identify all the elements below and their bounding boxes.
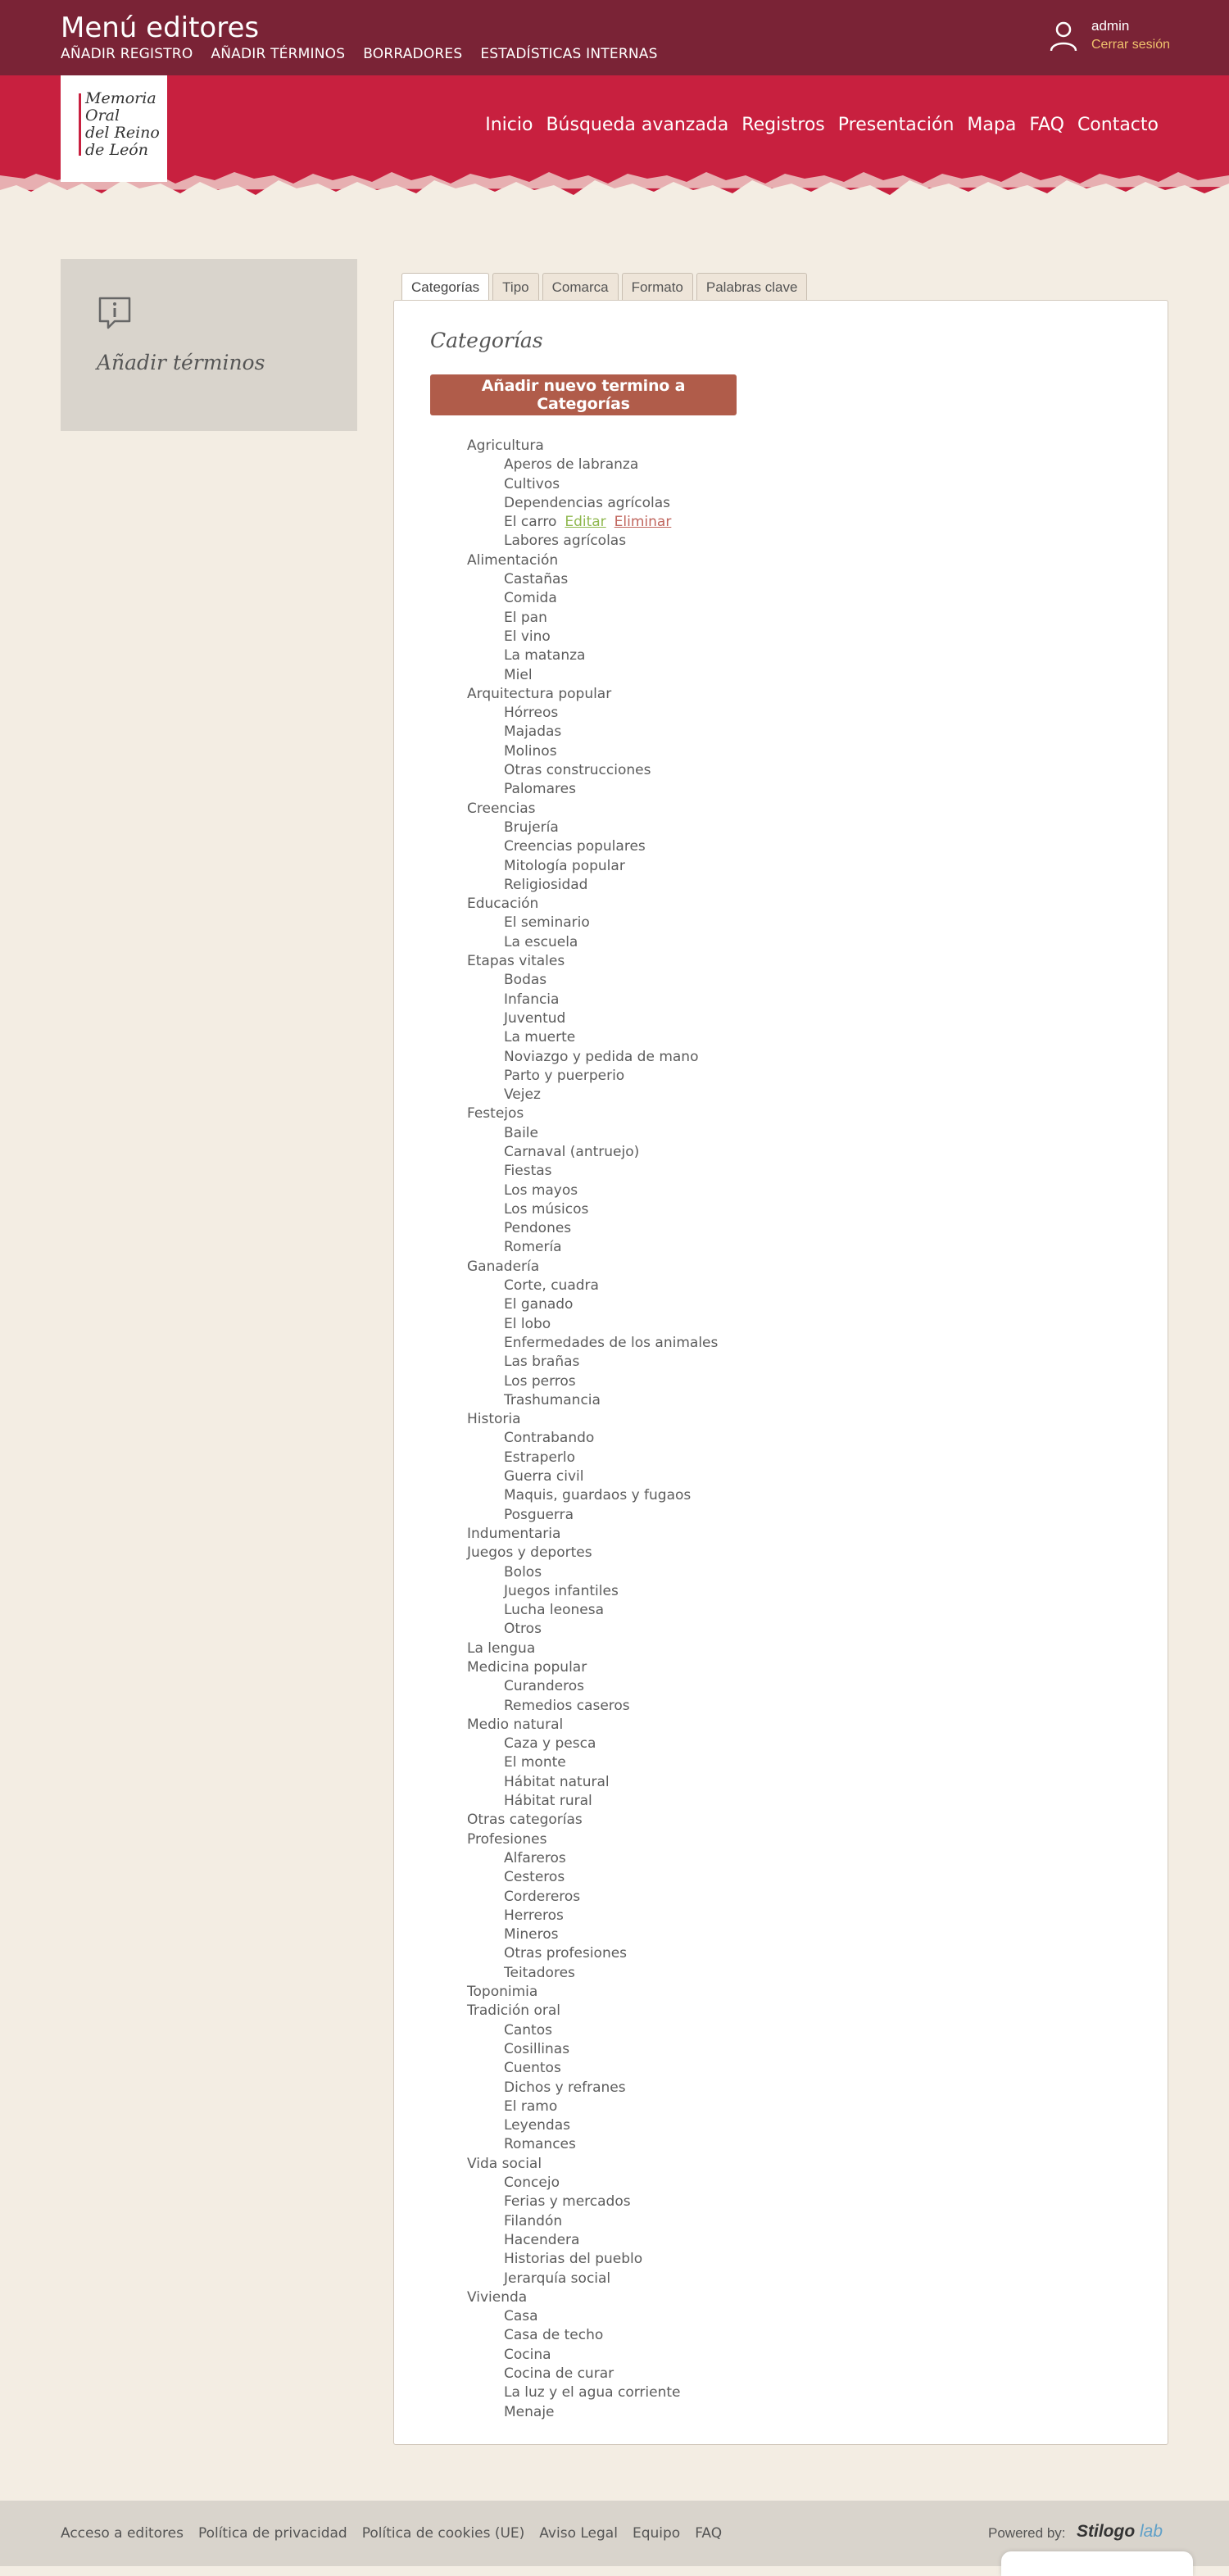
subcategory-label: Guerra civil: [504, 1468, 584, 1485]
subcategory-item[interactable]: [467, 1563, 718, 1582]
subcategory-label: Posguerra: [504, 1506, 574, 1523]
subcategory-label: Cocina de curar: [504, 2365, 614, 2382]
subcategory-label: Hacendera: [504, 2231, 580, 2248]
subcategory-label: Cuentos: [504, 2060, 561, 2077]
subcategory-item[interactable]: [467, 2040, 718, 2059]
subcategory-label: Caza y pesca: [504, 1735, 596, 1753]
category-item[interactable]: Tradición oral: [467, 2002, 560, 2020]
subcategory-item[interactable]: [467, 1449, 718, 1467]
subcategory-label: Los perros: [504, 1372, 576, 1390]
subcategory-item[interactable]: [467, 1315, 718, 1334]
subcategory-item[interactable]: [467, 723, 718, 742]
subcategory-item[interactable]: [467, 1735, 718, 1753]
category-item[interactable]: Ganadería: [467, 1258, 540, 1275]
category-item[interactable]: Profesiones: [467, 1830, 547, 1848]
subcategory-label: Carnaval (antruejo): [504, 1143, 640, 1160]
subcategory-label: Molinos: [504, 742, 557, 760]
subcategory-item[interactable]: [467, 1506, 718, 1525]
nav-inicio[interactable]: Inicio: [485, 115, 533, 135]
subcategory-label: Brujería: [504, 819, 559, 836]
subcategory-item[interactable]: [467, 646, 718, 665]
subcategory-label: Otras construcciones: [504, 762, 651, 779]
subcategory-item[interactable]: [467, 1925, 718, 1944]
subcategory-label: Bolos: [504, 1563, 542, 1581]
chat-widget-tab[interactable]: [1001, 2551, 1193, 2576]
subcategory-item[interactable]: [467, 1964, 718, 1983]
category-item[interactable]: Vivienda: [467, 2288, 528, 2306]
footer-link-team[interactable]: Equipo: [632, 2525, 681, 2542]
subcategory-label: Casa: [504, 2308, 538, 2325]
subcategory-item[interactable]: [467, 1009, 718, 1028]
subcategory-item[interactable]: [467, 2365, 718, 2383]
subcategory-item[interactable]: [467, 1582, 718, 1601]
subcategory-item[interactable]: [467, 1124, 718, 1143]
logo-accent-bar: [79, 93, 81, 156]
subcategory-label: Los mayos: [504, 1181, 578, 1199]
terms-panel: [393, 300, 1168, 2445]
category-item[interactable]: La lengua: [467, 1639, 536, 1657]
footer-link-privacy[interactable]: Política de privacidad: [197, 2525, 347, 2542]
subcategory-label: Dependencias agrícolas: [504, 494, 671, 511]
subcategory-item[interactable]: [467, 2326, 718, 2345]
subcategory-item[interactable]: [467, 1238, 718, 1257]
admin-link-add-terms[interactable]: AÑADIR TÉRMINOS: [211, 46, 346, 62]
category-item[interactable]: Etapas vitales: [467, 953, 565, 970]
subcategory-item[interactable]: [467, 2307, 718, 2326]
subcategory-label: Casa de techo: [504, 2327, 604, 2344]
subcategory-label: Juegos infantiles: [504, 1582, 619, 1599]
footer-link-legal[interactable]: Aviso Legal: [539, 2525, 618, 2542]
subcategory-label: Remedios caseros: [504, 1697, 630, 1714]
subcategory-item[interactable]: [467, 1620, 718, 1639]
subcategory-label: Los músicos: [504, 1200, 589, 1218]
subcategory-label: Fiestas: [504, 1163, 552, 1180]
subcategory-label: El pan: [504, 609, 547, 626]
subcategory-label: Cocina: [504, 2346, 551, 2363]
subcategory-item[interactable]: [467, 2193, 718, 2211]
category-item[interactable]: Educación: [467, 896, 539, 913]
subcategory-label: Filandón: [504, 2212, 563, 2229]
subcategory-item[interactable]: [467, 991, 718, 1009]
subcategory-label: Enfermedades de los animales: [504, 1334, 719, 1351]
subcategory-item[interactable]: [467, 2403, 718, 2422]
subcategory-item[interactable]: [467, 704, 718, 723]
tab-categorias[interactable]: Categorías: [401, 273, 489, 303]
brand-main: Stilogo: [1077, 2522, 1136, 2541]
info-icon: [97, 295, 133, 331]
subcategory-item[interactable]: [467, 1677, 718, 1696]
tab-palabras-clave[interactable]: Palabras clave: [696, 273, 808, 302]
subcategory-label: Romances: [504, 2136, 576, 2153]
subcategory-label: Otros: [504, 1621, 542, 1638]
subcategory-item[interactable]: [467, 2098, 718, 2116]
subcategory-label: Cosillinas: [504, 2040, 570, 2057]
category-item[interactable]: Creencias: [467, 800, 536, 817]
subcategory-label: Palomares: [504, 781, 576, 798]
nav-presentacion[interactable]: Presentación: [837, 115, 955, 135]
subcategory-item[interactable]: [467, 513, 718, 532]
subcategory-item[interactable]: [467, 1697, 718, 1716]
main-nav: [485, 115, 1159, 135]
subcategory-item[interactable]: [467, 1429, 718, 1448]
category-item[interactable]: Festejos: [467, 1105, 524, 1122]
subcategory-label: El lobo: [504, 1315, 551, 1332]
subcategory-label: Otras profesiones: [504, 1945, 628, 1962]
subcategory-label: Menaje: [504, 2403, 555, 2420]
subcategory-label: Las brañas: [504, 1354, 580, 1371]
subcategory-label: Cultivos: [504, 475, 560, 492]
category-item[interactable]: Otras categorías: [467, 1812, 583, 1829]
subcategory-label: Jerarquía social: [504, 2270, 611, 2287]
subcategory-item[interactable]: [467, 1219, 718, 1238]
subcategory-label: Hábitat rural: [504, 1793, 592, 1810]
subcategory-item[interactable]: [467, 456, 718, 474]
subcategory-label: Romería: [504, 1239, 562, 1256]
logo-line: de León: [85, 141, 148, 159]
subcategory-label: El vino: [504, 628, 551, 645]
subcategory-item[interactable]: [467, 837, 718, 856]
admin-menu-title: Menú editores: [61, 11, 260, 44]
panel-title: Categorías: [430, 329, 543, 352]
subcategory-label: Mineros: [504, 1926, 559, 1943]
admin-link-stats[interactable]: ESTADÍSTICAS INTERNAS: [480, 46, 658, 62]
subcategory-label: Majadas: [504, 723, 562, 741]
subcategory-item[interactable]: [467, 609, 718, 628]
subcategory-item[interactable]: [467, 1353, 718, 1372]
subcategory-item[interactable]: [467, 570, 718, 589]
subcategory-label: Leyendas: [504, 2117, 570, 2134]
subcategory-item[interactable]: [467, 742, 718, 761]
subcategory-item[interactable]: [467, 1162, 718, 1181]
subcategory-label: El seminario: [504, 914, 590, 932]
user-box: [1049, 16, 1213, 57]
logo-line: Memoria: [85, 89, 156, 107]
subcategory-item[interactable]: [467, 2346, 718, 2365]
subcategory-label: Concejo: [504, 2175, 560, 2192]
category-item[interactable]: Agricultura: [467, 438, 544, 454]
edit-term-link[interactable]: Editar: [565, 514, 606, 531]
subcategory-label: Hórreos: [504, 705, 559, 722]
subcategory-item[interactable]: [467, 1944, 718, 1963]
category-item[interactable]: Indumentaria: [467, 1525, 561, 1542]
subcategory-item[interactable]: [467, 1868, 718, 1887]
tab-tipo[interactable]: Tipo: [492, 273, 538, 302]
category-item[interactable]: Arquitectura popular: [467, 685, 612, 702]
powered-by-label: Powered by:: [988, 2525, 1066, 2541]
subcategory-item[interactable]: [467, 1048, 718, 1067]
subcategory-item[interactable]: [467, 971, 718, 990]
subcategory-label: Aperos de labranza: [504, 456, 639, 474]
nav-faq[interactable]: FAQ: [1029, 115, 1064, 135]
subcategory-item[interactable]: [467, 1334, 718, 1353]
tab-comarca[interactable]: Comarca: [542, 273, 619, 302]
tab-formato[interactable]: Formato: [622, 273, 693, 302]
subcategory-label: Baile: [504, 1124, 538, 1141]
subcategory-label: El ramo: [504, 2098, 558, 2115]
subcategory-label: Juventud: [504, 1009, 566, 1027]
subcategory-item[interactable]: [467, 2116, 718, 2135]
nav-registros[interactable]: Registros: [741, 115, 825, 135]
subcategory-label: Historias del pueblo: [504, 2251, 643, 2268]
subcategory-item[interactable]: [467, 2059, 718, 2078]
nav-busqueda-avanzada[interactable]: Búsqueda avanzada: [546, 115, 729, 135]
subcategory-item[interactable]: [467, 1486, 718, 1505]
subcategory-item[interactable]: [467, 2021, 718, 2040]
nav-mapa[interactable]: Mapa: [967, 115, 1017, 135]
subcategory-label: El ganado: [504, 1296, 574, 1313]
subcategory-item[interactable]: [467, 1086, 718, 1104]
subcategory-label: Ferias y mercados: [504, 2193, 631, 2211]
logo-line: Oral: [85, 107, 120, 125]
subcategory-item[interactable]: [467, 2174, 718, 2193]
taxonomy-tabs: [401, 273, 807, 303]
footer-link-editors[interactable]: Acceso a editores: [61, 2525, 184, 2542]
subcategory-label: Bodas: [504, 972, 547, 989]
category-item[interactable]: Medicina popular: [467, 1659, 587, 1676]
subcategory-label: Hábitat natural: [504, 1773, 610, 1790]
subcategory-item[interactable]: [467, 2270, 718, 2288]
subcategory-label: Contrabando: [504, 1430, 595, 1447]
subcategory-label: Castañas: [504, 571, 569, 588]
subcategory-label: Corte, cuadra: [504, 1277, 599, 1295]
subcategory-label: Cantos: [504, 2021, 552, 2039]
subcategory-label: Vejez: [504, 1086, 541, 1104]
subcategory-item[interactable]: [467, 2250, 718, 2269]
subcategory-label: Maquis, guardaos y fugaos: [504, 1487, 692, 1504]
subcategory-item[interactable]: [467, 819, 718, 837]
subcategory-item[interactable]: [467, 2383, 718, 2402]
add-terms-card[interactable]: [61, 259, 357, 431]
subcategory-item[interactable]: [467, 857, 718, 876]
subcategory-item[interactable]: [467, 1601, 718, 1620]
subcategory-item[interactable]: [467, 1028, 718, 1047]
subcategory-label: Religiosidad: [504, 876, 588, 893]
category-item[interactable]: Alimentación: [467, 551, 559, 569]
torn-edge-decoration: [0, 166, 1229, 221]
category-item[interactable]: Medio natural: [467, 1716, 564, 1733]
category-item[interactable]: Juegos y deportes: [467, 1544, 592, 1562]
subcategory-item[interactable]: [467, 1372, 718, 1391]
subcategory-item[interactable]: [467, 2079, 718, 2098]
subcategory-item[interactable]: [467, 628, 718, 646]
subcategory-item[interactable]: [467, 1295, 718, 1314]
subcategory-label: Estraperlo: [504, 1449, 576, 1466]
add-terms-title: Añadir términos: [97, 351, 265, 374]
subcategory-item[interactable]: [467, 1907, 718, 1925]
subcategory-item[interactable]: [467, 1143, 718, 1162]
subcategory-label: Herreros: [504, 1907, 564, 1924]
subcategory-label: El carro: [504, 514, 557, 531]
subcategory-label: Labores agrícolas: [504, 533, 627, 550]
admin-bar: [0, 0, 1229, 75]
brand-lab: lab: [1140, 2522, 1163, 2541]
user-name: admin: [1091, 18, 1130, 34]
subcategory-label: La muerte: [504, 1029, 576, 1046]
add-term-button[interactable]: Añadir nuevo termino a Categorías: [430, 374, 737, 415]
subcategory-item[interactable]: [467, 2212, 718, 2231]
subcategory-item[interactable]: [467, 1181, 718, 1200]
subcategory-item[interactable]: [467, 2231, 718, 2250]
subcategory-item[interactable]: [467, 876, 718, 895]
subcategory-item[interactable]: [467, 914, 718, 932]
subcategory-item[interactable]: [467, 1773, 718, 1792]
site-header: [0, 75, 1229, 221]
subcategory-label: Trashumancia: [504, 1391, 601, 1408]
subcategory-item[interactable]: [467, 1753, 718, 1772]
subcategory-label: La matanza: [504, 647, 586, 664]
subcategory-label: Alfareros: [504, 1849, 566, 1866]
subcategory-item[interactable]: [467, 761, 718, 780]
footer-links: [61, 2525, 722, 2542]
subcategory-item[interactable]: [467, 1067, 718, 1086]
logo-text: [85, 90, 164, 159]
category-item[interactable]: Vida social: [467, 2155, 542, 2172]
user-icon[interactable]: [1049, 20, 1078, 52]
admin-links: [61, 46, 658, 62]
subcategory-item[interactable]: [467, 1849, 718, 1868]
subcategory-label: Pendones: [504, 1220, 572, 1237]
subcategory-label: Creencias populares: [504, 838, 646, 855]
subcategory-item[interactable]: [467, 589, 718, 608]
categories-tree: [467, 437, 718, 2422]
subcategory-label: Infancia: [504, 991, 560, 1008]
subcategory-item[interactable]: [467, 1200, 718, 1219]
logout-link[interactable]: Cerrar sesión: [1091, 38, 1171, 52]
subcategory-item[interactable]: [467, 1888, 718, 1907]
subcategory-label: La luz y el agua corriente: [504, 2384, 681, 2401]
subcategory-label: Miel: [504, 666, 533, 683]
category-item[interactable]: Toponimia: [467, 1984, 538, 2001]
nav-contacto[interactable]: Contacto: [1077, 115, 1159, 135]
subcategory-item[interactable]: [467, 1467, 718, 1486]
subcategory-label: Teitadores: [504, 1964, 575, 1981]
subcategory-label: Cesteros: [504, 1869, 565, 1886]
admin-link-drafts[interactable]: BORRADORES: [363, 46, 463, 62]
subcategory-label: Mitología popular: [504, 857, 625, 874]
footer-link-faq[interactable]: FAQ: [695, 2525, 723, 2542]
subcategory-label: Cordereros: [504, 1888, 581, 1905]
logo-line: del Reino: [85, 124, 160, 142]
subcategory-item[interactable]: [467, 475, 718, 494]
subcategory-label: Noviazgo y pedida de mano: [504, 1048, 699, 1065]
subcategory-item[interactable]: [467, 2135, 718, 2154]
stilogo-brand-link[interactable]: [1077, 2522, 1163, 2542]
delete-term-link[interactable]: Eliminar: [614, 514, 672, 531]
subcategory-item[interactable]: [467, 1792, 718, 1811]
subcategory-item[interactable]: [467, 933, 718, 952]
subcategory-item[interactable]: [467, 780, 718, 799]
site-logo[interactable]: [61, 75, 167, 182]
subcategory-item[interactable]: [467, 494, 718, 513]
subcategory-item[interactable]: [467, 532, 718, 551]
admin-link-add-record[interactable]: AÑADIR REGISTRO: [61, 46, 193, 62]
subcategory-label: Curanderos: [504, 1678, 584, 1695]
subcategory-item[interactable]: [467, 1277, 718, 1295]
subcategory-label: La escuela: [504, 933, 578, 950]
subcategory-label: Comida: [504, 590, 557, 607]
subcategory-label: Parto y puerperio: [504, 1067, 625, 1084]
subcategory-item[interactable]: [467, 1391, 718, 1410]
subcategory-item[interactable]: [467, 666, 718, 685]
subcategory-label: El monte: [504, 1754, 566, 1771]
footer-link-cookies[interactable]: Política de cookies (UE): [361, 2525, 525, 2542]
subcategory-label: Dichos y refranes: [504, 2079, 626, 2096]
subcategory-label: Lucha leonesa: [504, 1602, 604, 1619]
category-item[interactable]: Historia: [467, 1411, 521, 1428]
